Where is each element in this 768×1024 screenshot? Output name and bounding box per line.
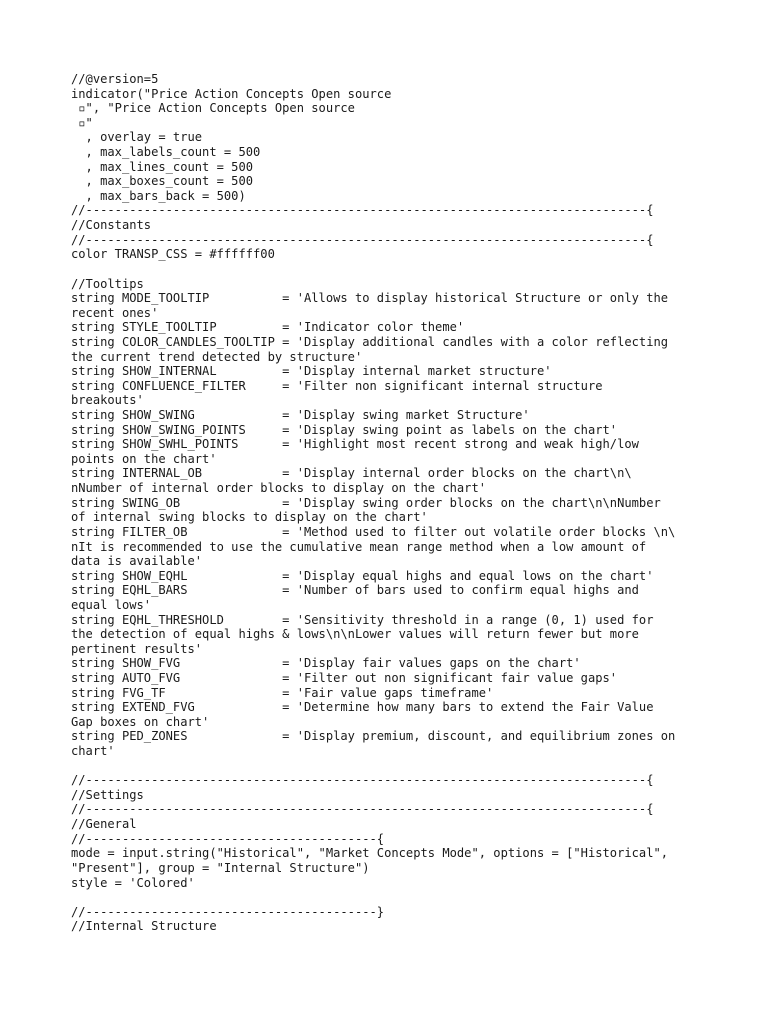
code-line: Gap boxes on chart'	[71, 714, 210, 729]
code-line	[71, 890, 711, 905]
code-line: string SHOW_INTERNAL = 'Display internal market structure'	[71, 364, 552, 379]
code-line: string SHOW_SWING = 'Display swing market Structure'	[71, 408, 530, 423]
code-line: , max_boxes_count = 500	[71, 174, 254, 189]
code-line: string COLOR_CANDLES_TOOLTIP = 'Display additional candles with a color reflecting	[71, 334, 669, 349]
code-line: points on the chart'	[71, 451, 217, 466]
code-line: //Settings	[71, 787, 144, 802]
code-line: string EXTEND_FVG = 'Determine how many bars to extend the Fair Value	[71, 700, 654, 715]
code-line: //Tooltips	[71, 276, 144, 291]
code-line: string STYLE_TOOLTIP = 'Indicator color theme'	[71, 320, 465, 335]
code-line: //----------------------------------------{	[71, 831, 385, 846]
code-line: indicator("Price Action Concepts Open source	[71, 86, 392, 101]
code-line: ▫"	[71, 115, 93, 130]
code-line: nIt is recommended to use the cumulative mean range method when a low amount of	[71, 539, 647, 554]
code-line: //-----------------------------------------------------------------------------{	[71, 802, 654, 817]
code-line: the detection of equal highs & lows\n\nLower values will return fewer but more	[71, 627, 639, 642]
code-line: //-----------------------------------------------------------------------------{	[71, 203, 654, 218]
code-line: //-----------------------------------------------------------------------------{	[71, 232, 654, 247]
code-line: ▫", "Price Action Concepts Open source	[71, 101, 355, 116]
code-line: string EQHL_THRESHOLD = 'Sensitivity threshold in a range (0, 1) used for	[71, 612, 654, 627]
code-line: , max_labels_count = 500	[71, 145, 261, 160]
code-line: equal lows'	[71, 597, 152, 612]
code-line: //Internal Structure	[71, 919, 217, 934]
code-line: the current trend detected by structure'	[71, 349, 363, 364]
code-line: nNumber of internal order blocks to display on the chart'	[71, 481, 487, 496]
code-line: string SHOW_SWHL_POINTS = 'Highlight most recent strong and weak high/low	[71, 437, 639, 452]
code-document	[71, 72, 711, 934]
code-line: string EQHL_BARS = 'Number of bars used to confirm equal highs and	[71, 583, 639, 598]
code-line: string INTERNAL_OB = 'Display internal order blocks on the chart\n\	[71, 466, 632, 481]
code-line: chart'	[71, 744, 115, 759]
code-line: pertinent results'	[71, 641, 203, 656]
code-line: //@version=5	[71, 72, 159, 86]
code-line: string AUTO_FVG = 'Filter out non significant fair value gaps'	[71, 670, 618, 685]
code-line: string FILTER_OB = 'Method used to filter out volatile order blocks \n\	[71, 524, 676, 539]
code-line: string SHOW_EQHL = 'Display equal highs and equal lows on the chart'	[71, 568, 654, 583]
code-line: mode = input.string("Historical", "Market Concepts Mode", options = ["Historical",	[71, 846, 669, 861]
code-line: style = 'Colored'	[71, 875, 195, 890]
code-line: string SWING_OB = 'Display swing order blocks on the chart\n\nNumber	[71, 495, 661, 510]
code-line: string SHOW_FVG = 'Display fair values gaps on the chart'	[71, 656, 581, 671]
code-line: , max_lines_count = 500	[71, 159, 254, 174]
code-line: of internal swing blocks to display on the chart'	[71, 510, 428, 525]
code-line: string FVG_TF = 'Fair value gaps timeframe'	[71, 685, 494, 700]
code-line: data is available'	[71, 554, 203, 569]
code-line: //----------------------------------------}	[71, 904, 385, 919]
code-line: //Constants	[71, 218, 152, 233]
code-line: string MODE_TOOLTIP = 'Allows to display historical Structure or only the	[71, 291, 669, 306]
code-line: //-----------------------------------------------------------------------------{	[71, 773, 654, 788]
code-line: //General	[71, 817, 137, 832]
code-line: , max_bars_back = 500)	[71, 188, 246, 203]
code-line	[71, 262, 711, 277]
code-line: breakouts'	[71, 393, 144, 408]
code-line: string PED_ZONES = 'Display premium, discount, and equilibrium zones on	[71, 729, 676, 744]
code-line: , overlay = true	[71, 130, 203, 145]
code-line: string CONFLUENCE_FILTER = 'Filter non significant internal structure	[71, 378, 603, 393]
code-line	[71, 759, 711, 774]
code-line: string SHOW_SWING_POINTS = 'Display swing point as labels on the chart'	[71, 422, 618, 437]
code-line: "Present"], group = "Internal Structure")	[71, 860, 370, 875]
code-line: color TRANSP_CSS = #ffffff00	[71, 247, 275, 262]
code-line: recent ones'	[71, 305, 159, 320]
